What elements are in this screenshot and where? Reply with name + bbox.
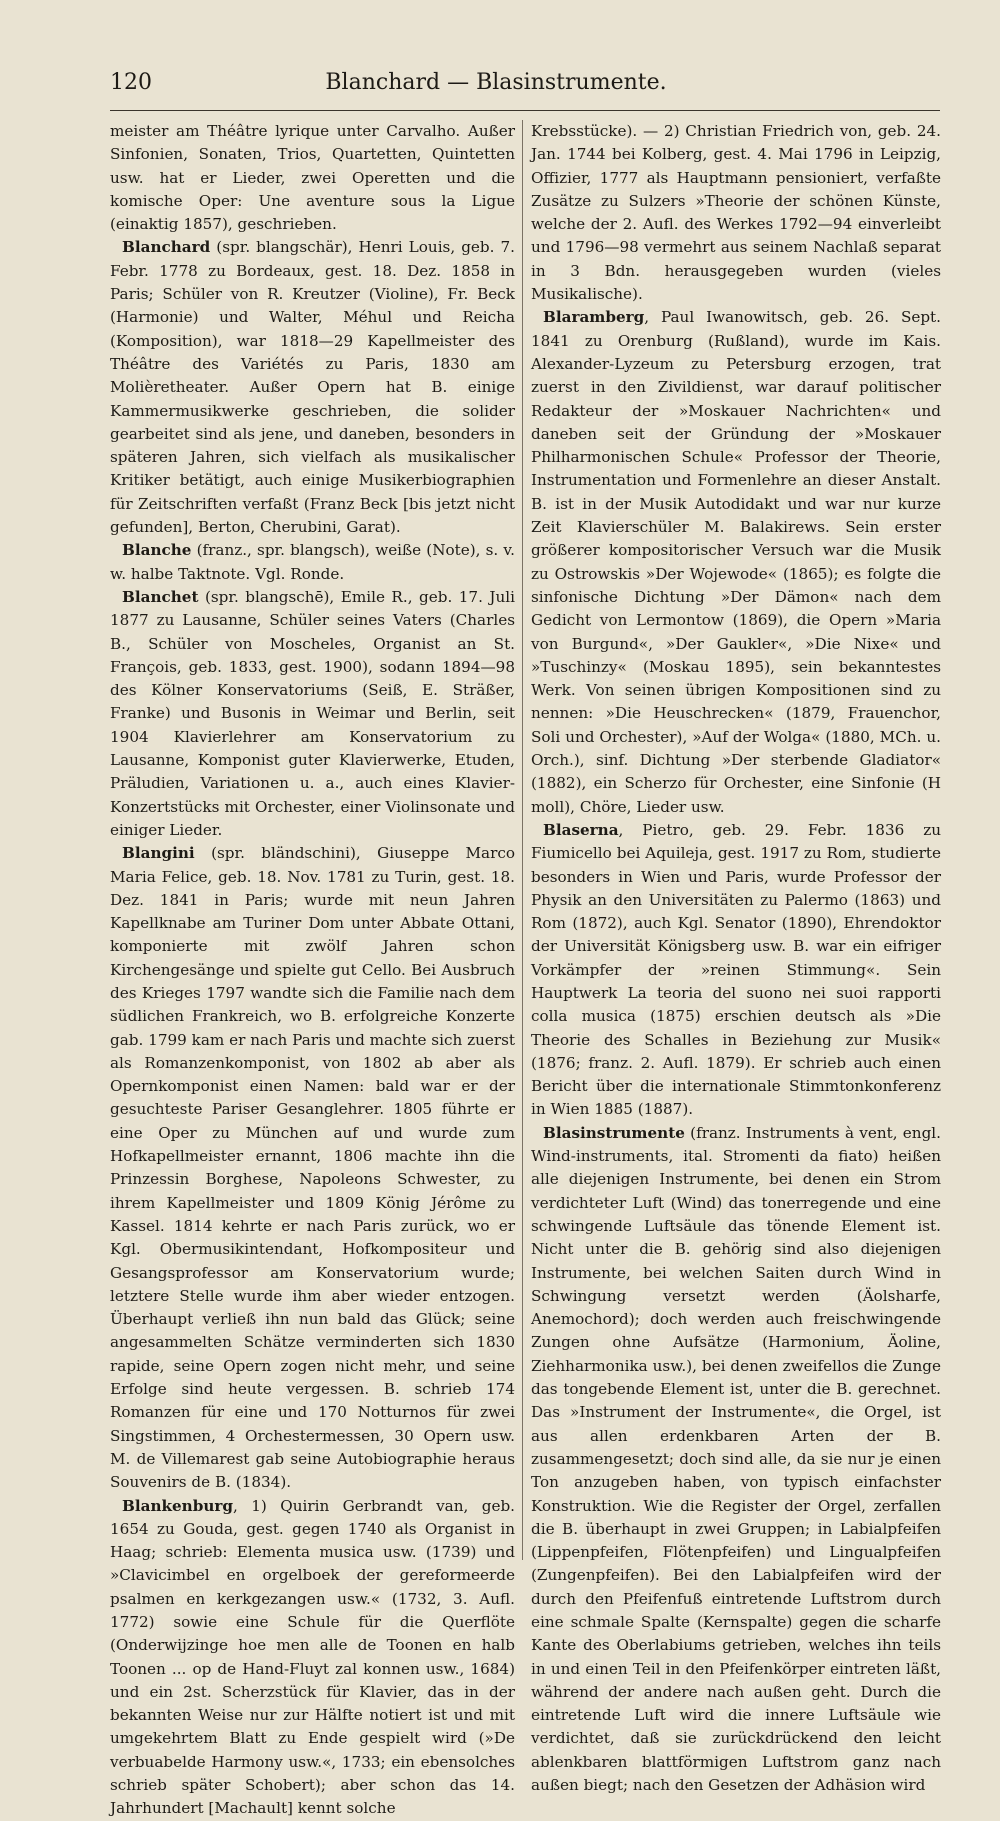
entry-text: , Pietro, geb. 29. Febr. 1836 zu Fiumicello bei Aquileja, gest. 1917 zu Rom, studierte besonders in Wien und Paris, wurde Professor der Physik an den Universitäten zu Palermo (1863) und Rom (1872), auch Kgl. Senator (1890), Ehrendoktor der Universität Königsberg usw. B. war ein eifriger Vorkämpfer der »reinen Stimmung«. Sein Hauptwerk La teoria del suono nei suoi rapporti colla musica (1875) erschien deutsch als »Die Theorie des Schalles in Beziehung zur Musik« (1876; franz. 2. Aufl. 1879). Er schrieb auch einen Bericht über die internationale Stimmtonkonferenz in Wien 1885 (1887). (531, 820, 941, 1119)
entry-text: , 1) Quirin Gerbrandt van, geb. 1654 zu Gouda, gest. gegen 1740 als Organist in Haag; schrieb: Elementa musica usw. (1739) und »Clavicimbel en orgelboek der gereformeerde psalmen en kerkgezangen usw.« (1732, 3. Aufl. 1772) sowie eine Schule für die Querflöte (Onderwijzinge hoe men alle de Toonen en halb Toonen ... op de Hand-Fluyt zal konnen usw., 1684) und ein 2st. Scherzstück für Klavier, das in der bekannten Weise nur zur Hälfte notiert ist und mit umgekehrtem Blatt zu Ende gespielt wird (»De verbuabelde Harmony usw.«, 1733; ein ebensolches schrieb später Schobert); aber schon das 14. Jahrhundert [Machault] kennt solche (110, 1496, 515, 1818)
entry-headword: Blaramberg (543, 308, 645, 327)
entry-text: (spr. blangschär), Henri Louis, geb. 7. Febr. 1778 zu Bordeaux, gest. 18. Dez. 1858 in Paris; Schüler von R. Kreutzer (Violine), Fr. Beck (Harmonie) und Walter, Méhul und Reicha (Komposition), war 1818—29 Kapellmeister des Théâtre des Variétés zu Paris, 1830 am Molièretheater. Außer Opern hat B. einige Kammermusikwerke geschrieben, die solider gearbeitet sind als jene, und daneben, besonders in späteren Jahren, sich vielfach als musikalischer Kritiker betätigt, auch einige Musikerbiographien für Zeitschriften verfaßt (Franz Beck [bis jetzt nicht gefunden], Berton, Cherubini, Garat). (110, 238, 515, 537)
entry-text: (franz., spr. blangsch), weiße (Note), s. v. w. halbe Taktnote. Vgl. Ronde. (110, 541, 515, 583)
entry-text: Krebsstücke). — 2) Christian Friedrich von, geb. 24. Jan. 1744 bei Kolberg, gest. 4. Mai 1796 in Leipzig, Offizier, 1777 als Hauptmann pensioniert, verfaßte Zusätze zu Sulzers »Theorie der schönen Künste, welche der 2. Aufl. des Werkes 1792—94 einverleibt und 1796—98 vermehrt aus seinem Nachlaß separat in 3 Bdn. herausgegeben wurden (vieles Musikalische). (531, 122, 941, 304)
page-number: 120 (110, 70, 152, 95)
entry (110, 1495, 515, 1821)
header-rule (110, 110, 940, 111)
entry-headword: Blanchard (122, 238, 211, 257)
entry-text: (spr. blangschē), Emile R., geb. 17. Juli 1877 zu Lausanne, Schüler seines Vaters (Charles B., Schüler von Moscheles, Organist an St. François, geb. 1833, gest. 1900), sodann 1894—98 des Kölner Konservatoriums (Seiß, E. Sträßer, Franke) und Busonis in Weimar und Berlin, seit 1904 Klavierlehrer am Konservatorium zu Lausanne, Komponist guter Klavierwerke, Etuden, Präludien, Variationen u. a., auch eines Klavier-Konzertstücks mit Orchester, einer Violinsonate und einiger Lieder. (110, 587, 515, 839)
entry (110, 120, 515, 236)
column-divider (522, 120, 523, 1560)
left-column (110, 120, 515, 1818)
entry (531, 120, 941, 306)
right-column (531, 120, 941, 1795)
entry (110, 842, 515, 1494)
entry-headword: Blanche (122, 541, 192, 560)
entry-text: , Paul Iwanowitsch, geb. 26. Sept. 1841 zu Orenburg (Rußland), wurde im Kais. Alexander-Lyzeum zu Petersburg erzogen, trat zuerst in den Zivildienst, war darauf politischer Redakteur der »Moskauer Nachrichten« und daneben seit der Gründung der »Moskauer Philharmonischen Schule« Professor der Theorie, Instrumentation und Formenlehre an dieser Anstalt. B. ist in der Musik Autodidakt und war nur kurze Zeit Klavierschüler M. Balakirews. Sein erster größerer kompositorischer Versuch war die Musik zu Ostrowskis »Der Wojewode« (1865); es folgte die sinfonische Dichtung »Der Dämon« nach dem Gedicht von Lermontow (1869), die Opern »Maria von Burgund«, »Der Gaukler«, »Die Nixe« und »Tuschinzy« (Moskau 1895), sein bekanntestes Werk. Von seinen übrigen Kompositionen sind zu nennen: »Die Heuschrecken« (1879, Frauenchor, Soli und Orchester), »Auf der Wolga« (1880, MCh. u. Orch.), sinf. Dichtung »Der sterbende Gladiator« (1882), ein Scherzo für Orchester, eine Sinfonie (H moll), Chöre, Lieder usw. (531, 308, 941, 816)
entry (110, 586, 515, 842)
entry-headword: Blanchet (122, 587, 199, 606)
entry-headword: Blasinstrumente (543, 1123, 685, 1142)
entry (110, 539, 515, 586)
running-title: Blanchard — Blasinstrumente. (325, 70, 667, 95)
entry (110, 236, 515, 539)
entry-headword: Blaserna (543, 820, 619, 839)
entry-text: (franz. Instruments à vent, engl. Wind-instruments, ital. Stromenti da fiato) heißen alle diejenigen Instrumente, bei denen ein Strom verdichteter Luft (Wind) das tonerregende und eine schwingende Luftsäule das tönende Element ist. Nicht unter die B. gehörig sind also diejenigen Instrumente, bei welchen Saiten durch Wind in Schwingung versetzt werden (Äolsharfe, Anemochord); doch werden auch freischwingende Zungen ohne Aufsätze (Harmonium, Äoline, Ziehharmonika usw.), bei denen zweifellos die Zunge das tongebende Element ist, unter die B. gerechnet. Das »Instrument der Instrumente«, die Orgel, ist aus allen erdenkbaren Arten der B. zusammengesetzt; doch sind alle, da sie nur je einen Ton anzugeben haben, von typisch einfachster Konstruktion. Wie die Register der Orgel, zerfallen die B. überhaupt in zwei Gruppen; in Labialpfeifen (Lippenpfeifen, Flötenpfeifen) und Lingualpfeifen (Zungenpfeifen). Bei den Labialpfeifen wird der durch den Pfeifenfuß eintretende Luftstrom durch eine schmale Spalte (Kernspalte) gegen die scharfe Kante des Oberlabiums getrieben, welches ihn teils in und einen Teil in den Pfeifenkörper eintreten läßt, während der andere nach außen geht. Durch die eintretende Luft wird die innere Luftsäule wie verdichtet, daß sie zurückdrückend den leicht ablenkbaren blattförmigen Luftstrom ganz nach außen biegt; nach den Gesetzen der Adhäsion wird (531, 1123, 941, 1795)
entry (531, 1122, 941, 1798)
entry-text: (spr. bländschini), Giuseppe Marco Maria Felice, geb. 18. Nov. 1781 zu Turin, gest. 18. Dez. 1841 in Paris; wurde mit neun Jahren Kapellknabe am Turiner Dom unter Abbate Ottani, komponierte mit zwölf Jahren schon Kirchengesänge und spielte gut Cello. Bei Ausbruch des Krieges 1797 wandte sich die Familie nach dem südlichen Frankreich, wo B. erfolgreiche Konzerte gab. 1799 kam er nach Paris und machte sich zuerst als Romanzenkomponist, von 1802 ab aber als Opernkomponist einen Namen: bald war er der gesuchteste Pariser Gesanglehrer. 1805 führte er eine Oper zu München auf und wurde zum Hofkapellmeister ernannt, 1806 machte ihn die Prinzessin Borghese, Napoleons Schwester, zu ihrem Kapellmeister und 1809 König Jérôme zu Kassel. 1814 kehrte er nach Paris zurück, wo er Kgl. Obermusikintendant, Hofkompositeur und Gesangsprofessor am Konservatorium wurde; letztere Stelle wurde ihm aber wieder entzogen. Überhaupt verließ ihn nun bald das Glück; seine angesammelten Schätze verminderten sich 1830 rapide, seine Opern zogen nicht mehr, und seine Erfolge sind heute vergessen. B. schrieb 174 Romanzen für eine und 170 Notturnos für zwei Singstimmen, 4 Orchestermessen, 30 Opern usw. M. de Villemarest gab seine Autobiographie heraus Souvenirs de B. (1834). (110, 844, 515, 1492)
entry-headword: Blangini (122, 844, 195, 863)
entry (531, 819, 941, 1122)
entry (531, 306, 941, 819)
entry-headword: Blankenburg (122, 1496, 233, 1515)
entry-text: meister am Théâtre lyrique unter Carvalho. Außer Sinfonien, Sonaten, Trios, Quartetten, Quintetten usw. hat er Lieder, zwei Operetten und die komische Oper: Une aventure sous la Ligue (einaktig 1857), geschrieben. (110, 122, 515, 234)
